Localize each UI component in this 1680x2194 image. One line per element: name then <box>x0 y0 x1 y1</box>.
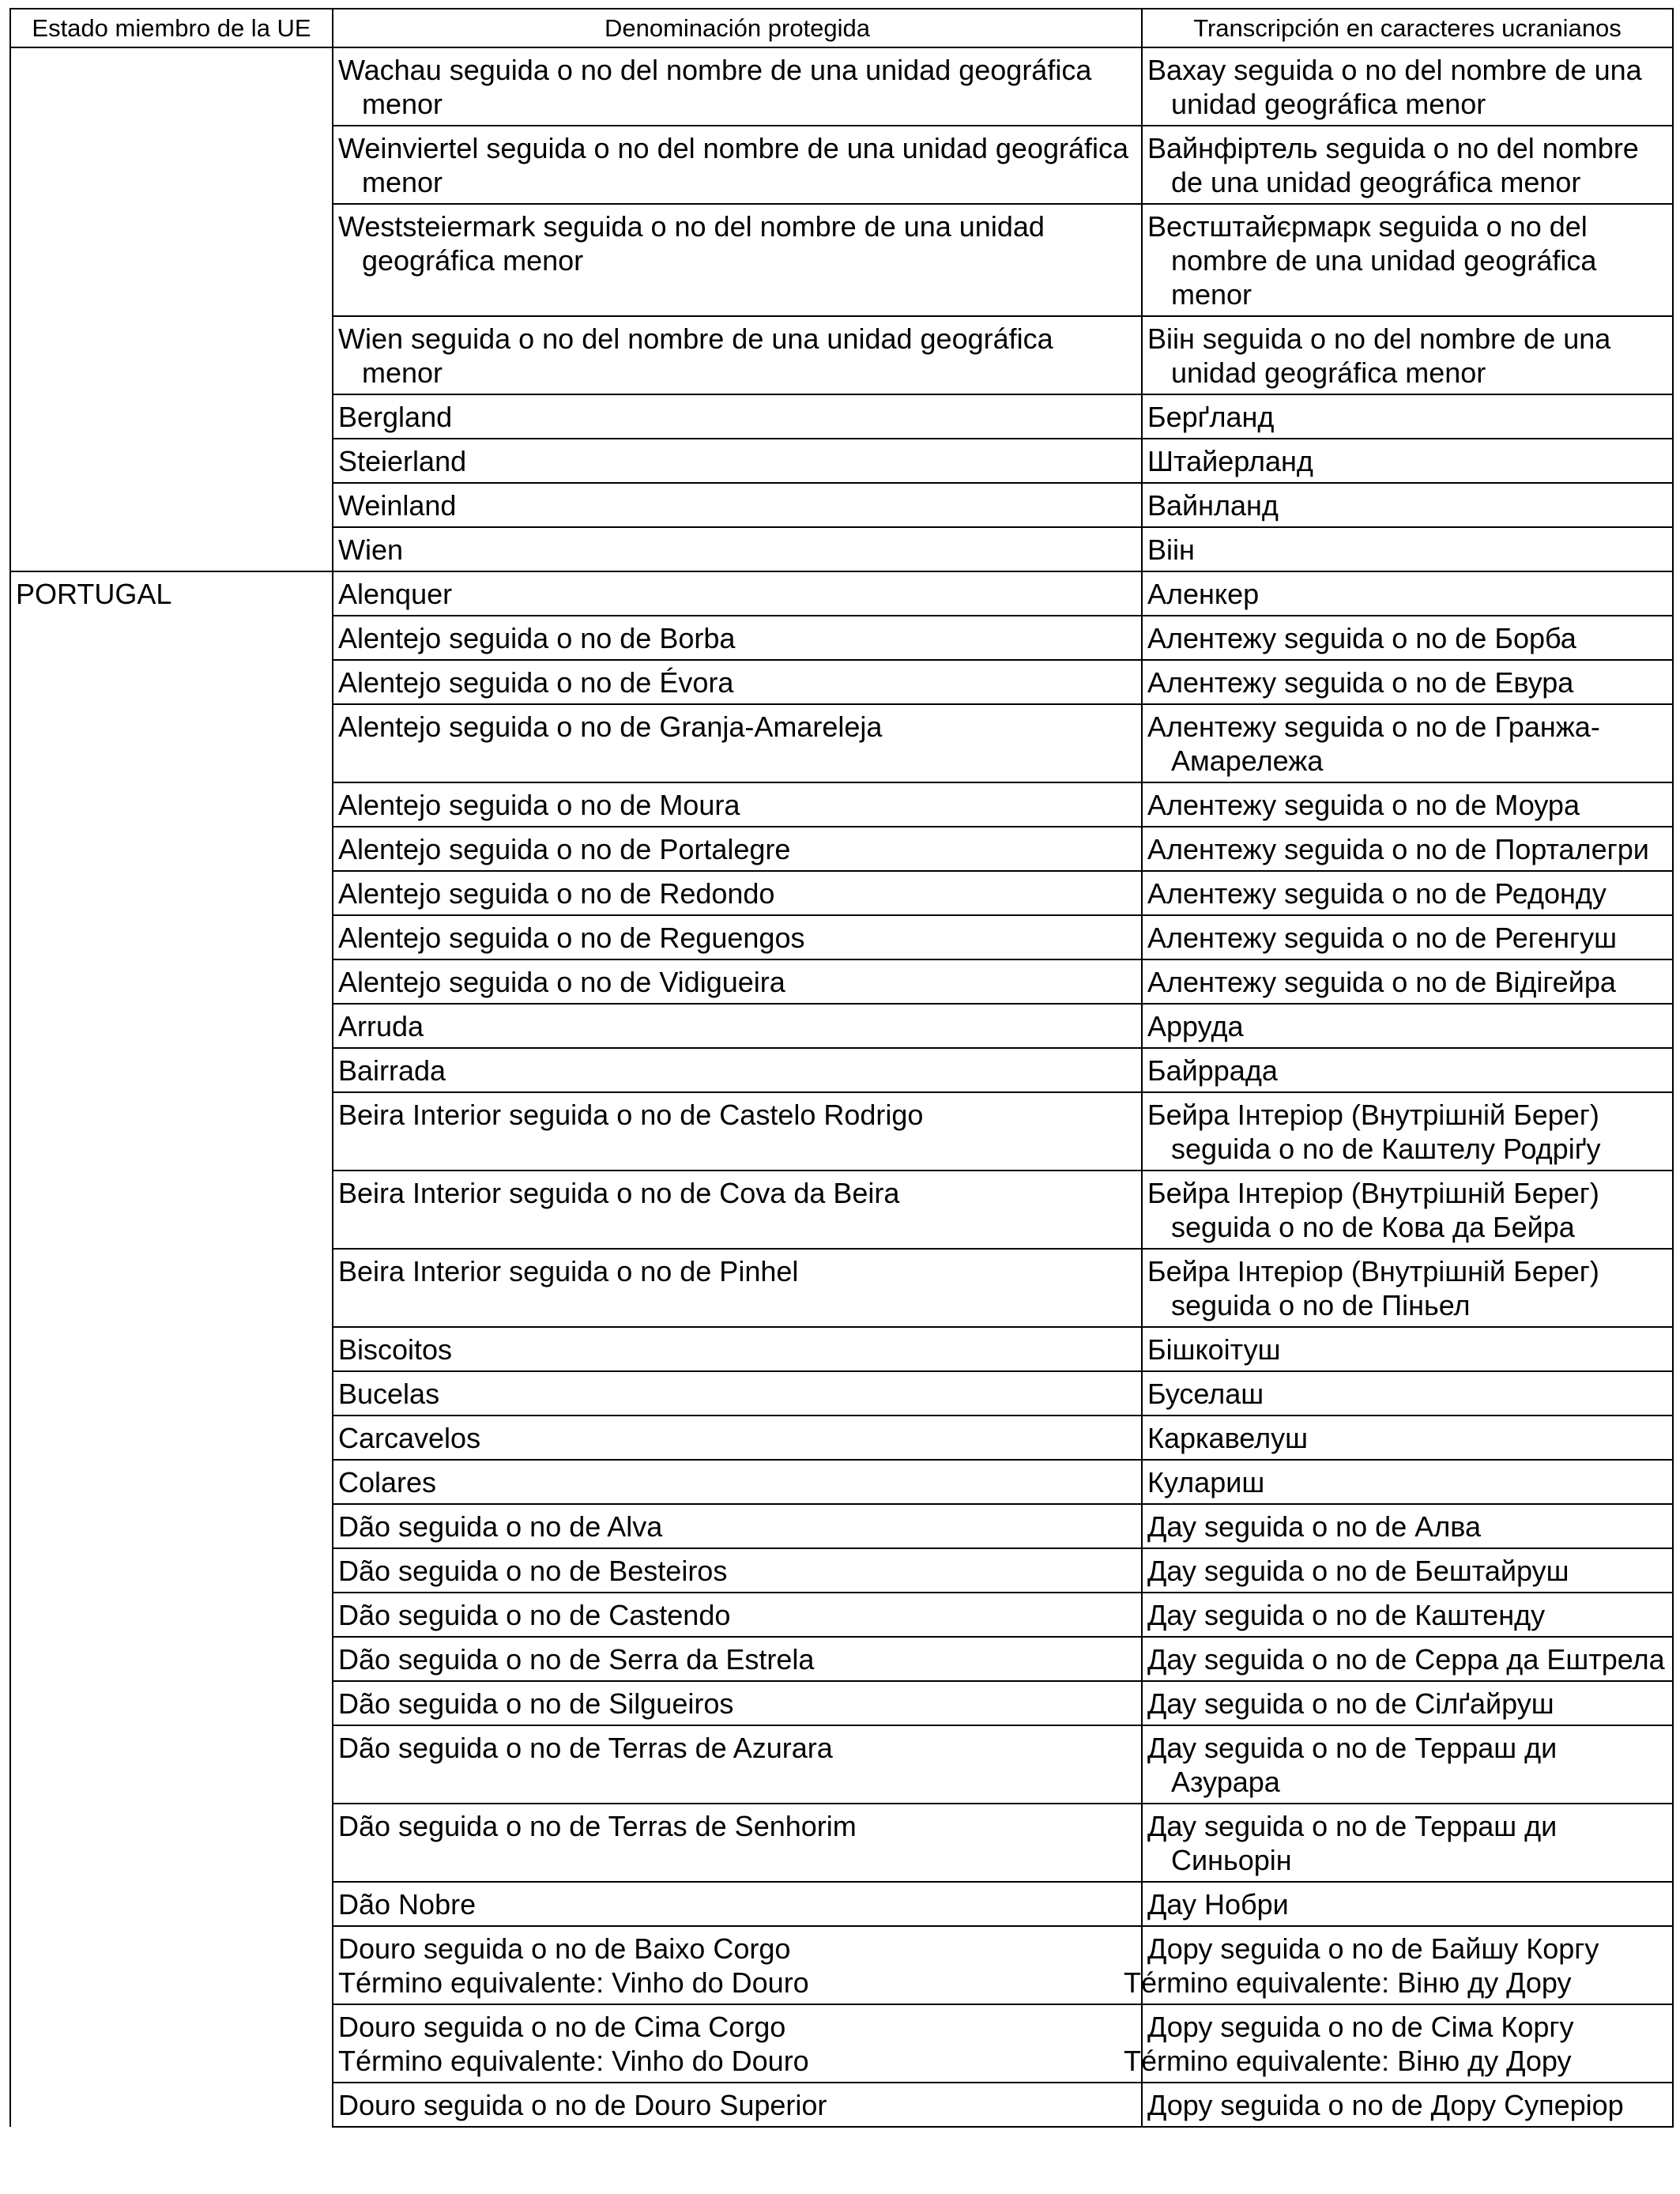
protected-name-text: Colares <box>338 1466 437 1498</box>
protected-name-cell <box>333 660 1142 704</box>
transcription-text: Віін seguida o no del nombre de una unidad geográfica menor <box>1147 322 1611 389</box>
protected-name-text: Arruda <box>338 1010 424 1042</box>
transcription-text: Дау seguida o no de Терраш ди Азурара <box>1147 1732 1558 1798</box>
transcription-cell <box>1142 1371 1673 1416</box>
protected-name-cell <box>333 1048 1142 1092</box>
protected-name-text: Douro seguida o no de Douro Superior <box>338 2089 827 2121</box>
transcription-text: Штайерланд <box>1147 445 1313 477</box>
transcription-text: Вахау seguida o no del nombre de una unidad geográfica menor <box>1147 54 1642 120</box>
protected-name-text: Weinviertel seguida o no del nombre de una unidad geográfica menor <box>338 132 1129 198</box>
protected-name-text: Beira Interior seguida o no de Cova da Beira <box>338 1177 900 1209</box>
transcription-cell <box>1142 483 1673 527</box>
protected-name-cell <box>333 527 1142 571</box>
protected-name-text: Bergland <box>338 401 453 433</box>
transcription-text: Алентежу seguida o no de Борба <box>1147 622 1576 654</box>
protected-name-text: Wien <box>338 533 404 566</box>
transcription-cell <box>1142 871 1673 915</box>
protected-name-cell <box>333 1681 1142 1725</box>
transcription-cell <box>1142 1725 1673 1804</box>
transcription-cell <box>1142 2083 1673 2127</box>
transcription-cell <box>1142 571 1673 616</box>
protected-name-cell <box>333 616 1142 660</box>
header-protected-name: Denominación protegida <box>333 9 1142 47</box>
transcription-cell <box>1142 1249 1673 1327</box>
protected-name-cell <box>333 1882 1142 1926</box>
transcription-cell <box>1142 1593 1673 1637</box>
protected-name-cell <box>333 439 1142 483</box>
transcription-cell <box>1142 915 1673 959</box>
transcription-text: Аленкер <box>1147 578 1260 610</box>
protected-name-text: Wien seguida o no del nombre de una unidad geográfica menor <box>338 322 1053 389</box>
protected-name-cell <box>333 1926 1142 2004</box>
transcription-text: Дау seguida o no de Терраш ди Синьорін <box>1147 1810 1558 1876</box>
equivalent-term-transcription: Término equivalente: Віню ду Дору <box>1124 2045 1572 2077</box>
protected-name-cell <box>333 571 1142 616</box>
transcription-text: Вайнфіртель seguida o no del nombre de una unidad geográfica menor <box>1147 132 1639 198</box>
protected-name-cell <box>333 2083 1142 2127</box>
transcription-cell <box>1142 316 1673 394</box>
transcription-cell <box>1142 959 1673 1004</box>
protected-name-cell <box>333 871 1142 915</box>
header-transcription: Transcripción en caracteres ucranianos <box>1142 9 1673 47</box>
transcription-text: Дору seguida o no de Дору Суперіор <box>1147 2089 1624 2121</box>
protected-name-text: Alentejo seguida o no de Granja-Amareleja <box>338 711 883 743</box>
protected-name-cell <box>333 316 1142 394</box>
transcription-text: Алентежу seguida o no de Евура <box>1147 666 1574 699</box>
protected-names-table <box>9 8 1674 2128</box>
transcription-text: Байррада <box>1147 1054 1278 1087</box>
header-state: Estado miembro de la UE <box>10 9 333 47</box>
transcription-text: Дору seguida o no de Сіма Коргу <box>1147 2011 1574 2043</box>
transcription-cell <box>1142 47 1673 126</box>
protected-name-cell <box>333 1637 1142 1681</box>
protected-name-cell <box>333 2004 1142 2083</box>
protected-name-cell <box>333 704 1142 782</box>
transcription-cell <box>1142 1548 1673 1593</box>
transcription-cell <box>1142 660 1673 704</box>
equivalent-term-text: Término equivalente: Vinho do Douro <box>338 1966 809 1999</box>
transcription-text: Бішкоітуш <box>1147 1333 1281 1366</box>
transcription-cell <box>1142 1048 1673 1092</box>
protected-name-cell <box>333 1593 1142 1637</box>
protected-name-cell <box>333 1249 1142 1327</box>
transcription-text: Бейра Інтеріор (Внутрішній Берег) seguida o no de Каштелу Родріґу <box>1147 1099 1601 1165</box>
protected-name-text: Dão seguida o no de Terras de Senhorim <box>338 1810 857 1842</box>
protected-name-text: Alentejo seguida o no de Portalegre <box>338 833 791 865</box>
transcription-cell <box>1124 2004 1673 2083</box>
protected-name-text: Steierland <box>338 445 467 477</box>
member-state-cell: PORTUGAL <box>10 571 333 2127</box>
transcription-cell <box>1142 439 1673 483</box>
protected-name-cell <box>333 782 1142 827</box>
protected-name-text: Dão seguida o no de Castendo <box>338 1599 731 1631</box>
transcription-text: Алентежу seguida o no de Регенгуш <box>1147 922 1618 954</box>
protected-name-cell <box>333 1504 1142 1548</box>
protected-name-text: Beira Interior seguida o no de Castelo Rodrigo <box>338 1099 924 1131</box>
transcription-cell <box>1142 527 1673 571</box>
protected-name-cell <box>333 47 1142 126</box>
protected-name-text: Alentejo seguida o no de Reguengos <box>338 922 805 954</box>
table-header <box>10 9 1673 47</box>
protected-name-text: Wachau seguida o no del nombre de una unidad geográfica menor <box>338 54 1092 120</box>
table-row <box>10 47 1673 126</box>
protected-name-text: Dão seguida o no de Terras de Azurara <box>338 1732 833 1764</box>
transcription-cell <box>1142 1327 1673 1371</box>
transcription-cell <box>1142 1092 1673 1171</box>
protected-name-cell <box>333 1804 1142 1882</box>
transcription-text: Берґланд <box>1147 401 1275 433</box>
transcription-cell <box>1142 1804 1673 1882</box>
transcription-text: Дау seguida o no de Каштенду <box>1147 1599 1546 1631</box>
transcription-text: Дау seguida o no de Сілґайруш <box>1147 1687 1554 1720</box>
protected-name-text: Alentejo seguida o no de Vidigueira <box>338 966 785 998</box>
protected-name-cell <box>333 1327 1142 1371</box>
protected-name-cell <box>333 1460 1142 1504</box>
transcription-cell <box>1142 1882 1673 1926</box>
protected-name-text: Dão seguida o no de Besteiros <box>338 1555 728 1587</box>
transcription-text: Алентежу seguida o no de Редонду <box>1147 877 1607 910</box>
transcription-cell <box>1142 394 1673 439</box>
protected-name-cell <box>333 394 1142 439</box>
transcription-text: Кулариш <box>1147 1466 1265 1498</box>
transcription-cell <box>1142 827 1673 871</box>
protected-name-cell <box>333 915 1142 959</box>
header-row <box>10 9 1673 47</box>
member-state-cell <box>10 47 333 571</box>
transcription-cell <box>1142 782 1673 827</box>
transcription-cell <box>1142 126 1673 204</box>
transcription-text: Бейра Інтеріор (Внутрішній Берег) seguida o no de Кова да Бейра <box>1147 1177 1599 1243</box>
protected-name-text: Alentejo seguida o no de Borba <box>338 622 736 654</box>
transcription-cell <box>1142 704 1673 782</box>
protected-name-cell <box>333 1416 1142 1460</box>
protected-name-text: Carcavelos <box>338 1422 481 1454</box>
transcription-text: Дау seguida o no de Бештайруш <box>1147 1555 1569 1587</box>
protected-name-cell <box>333 1548 1142 1593</box>
transcription-cell <box>1142 1504 1673 1548</box>
transcription-text: Бейра Інтеріор (Внутрішній Берег) seguida o no de Піньел <box>1147 1255 1599 1321</box>
protected-name-text: Douro seguida o no de Cima Corgo <box>338 2011 786 2043</box>
protected-name-cell <box>333 1092 1142 1171</box>
protected-name-text: Dão Nobre <box>338 1888 477 1921</box>
transcription-cell <box>1142 616 1673 660</box>
protected-name-text: Beira Interior seguida o no de Pinhel <box>338 1255 799 1287</box>
protected-name-cell <box>333 1171 1142 1249</box>
transcription-cell <box>1142 1681 1673 1725</box>
protected-name-text: Alentejo seguida o no de Moura <box>338 789 740 821</box>
protected-name-cell <box>333 1004 1142 1048</box>
table-body <box>10 47 1673 2127</box>
protected-name-text: Dão seguida o no de Silgueiros <box>338 1687 734 1720</box>
equivalent-term-text: Término equivalente: Vinho do Douro <box>338 2045 809 2077</box>
protected-name-text: Weinland <box>338 489 457 522</box>
protected-name-text: Alenquer <box>338 578 453 610</box>
protected-name-text: Dão seguida o no de Serra da Estrela <box>338 1643 815 1676</box>
protected-name-text: Bairrada <box>338 1054 446 1087</box>
transcription-text: Віін <box>1147 533 1195 566</box>
transcription-cell <box>1142 204 1673 316</box>
transcription-text: Алентежу seguida o no de Моура <box>1147 789 1580 821</box>
transcription-cell <box>1124 1926 1673 2004</box>
transcription-cell <box>1142 1416 1673 1460</box>
transcription-text: Вайнланд <box>1147 489 1279 522</box>
protected-name-text: Alentejo seguida o no de Redondo <box>338 877 775 910</box>
transcription-text: Арруда <box>1147 1010 1244 1042</box>
protected-name-text: Douro seguida o no de Baixo Corgo <box>338 1932 791 1965</box>
transcription-text: Дау seguida o no de Серра да Ештрела <box>1147 1643 1665 1676</box>
protected-name-cell <box>333 126 1142 204</box>
table-row <box>10 571 1673 616</box>
transcription-cell <box>1142 1171 1673 1249</box>
transcription-text: Каркавелуш <box>1147 1422 1309 1454</box>
protected-name-cell <box>333 827 1142 871</box>
protected-name-cell <box>333 204 1142 316</box>
transcription-text: Алентежу seguida o no de Гранжа-Амарележа <box>1147 711 1600 777</box>
transcription-cell <box>1142 1004 1673 1048</box>
transcription-text: Вестштайєрмарк seguida o no del nombre de una unidad geográfica menor <box>1147 210 1597 311</box>
protected-name-text: Biscoitos <box>338 1333 453 1366</box>
protected-name-text: Weststeiermark seguida o no del nombre de una unidad geográfica menor <box>338 210 1045 277</box>
protected-name-text: Alentejo seguida o no de Évora <box>338 666 734 699</box>
protected-name-cell <box>333 1725 1142 1804</box>
transcription-cell <box>1142 1460 1673 1504</box>
protected-name-text: Bucelas <box>338 1378 440 1410</box>
protected-name-cell <box>333 959 1142 1004</box>
transcription-text: Алентежу seguida o no de Відігейра <box>1147 966 1616 998</box>
transcription-text: Алентежу seguida o no de Порталегри <box>1147 833 1649 865</box>
protected-name-cell <box>333 483 1142 527</box>
transcription-text: Дау Нобри <box>1147 1888 1289 1921</box>
protected-name-text: Dão seguida o no de Alva <box>338 1510 663 1543</box>
transcription-cell <box>1142 1637 1673 1681</box>
protected-name-cell <box>333 1371 1142 1416</box>
transcription-text: Дору seguida o no de Байшу Коргу <box>1147 1932 1599 1965</box>
equivalent-term-transcription: Término equivalente: Віню ду Дору <box>1124 1966 1572 1999</box>
transcription-text: Буселаш <box>1147 1378 1264 1410</box>
transcription-text: Дау seguida o no de Алва <box>1147 1510 1481 1543</box>
